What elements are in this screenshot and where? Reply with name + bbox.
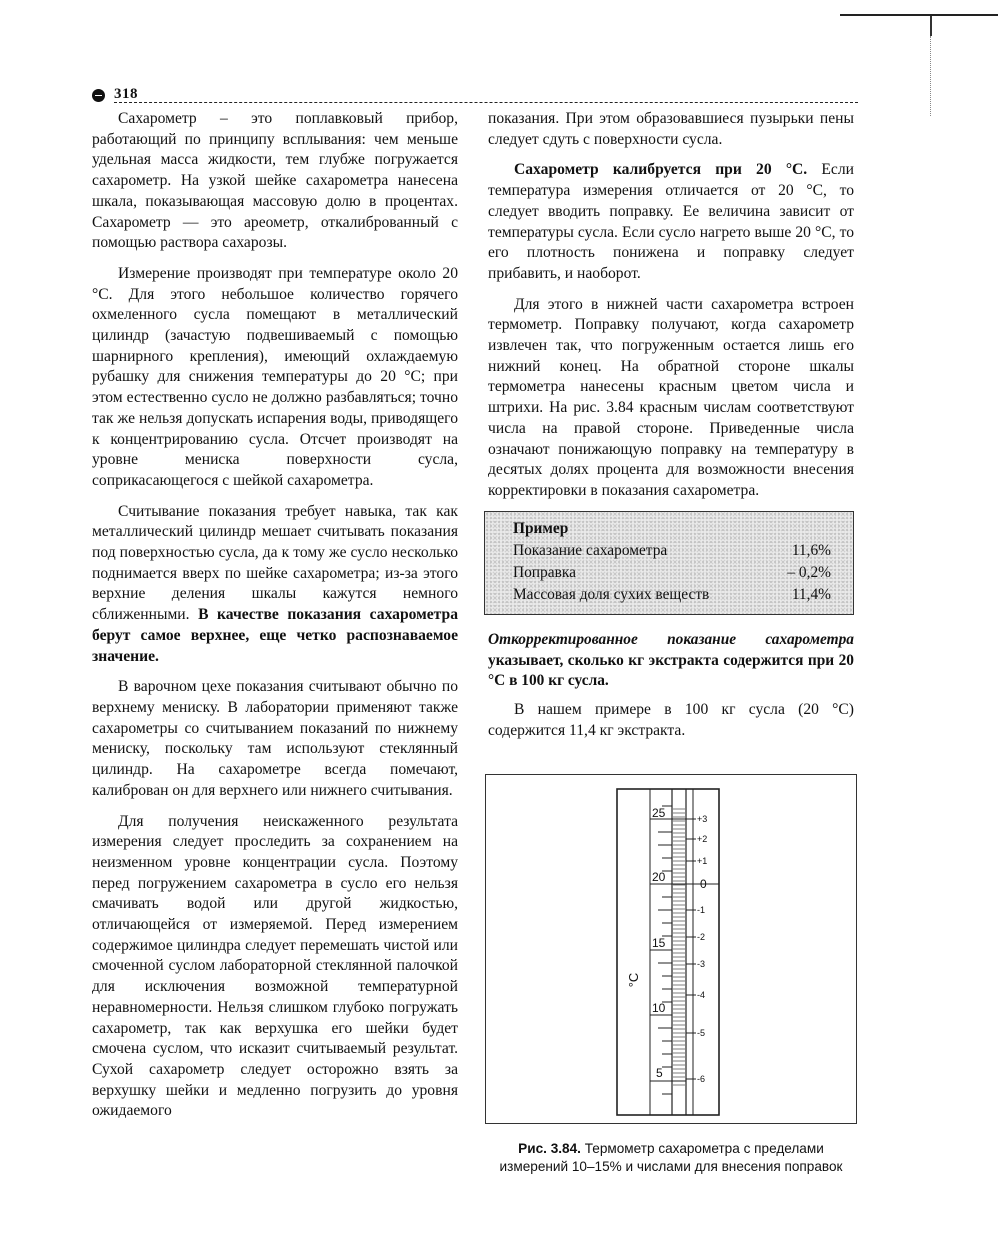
figure-frame <box>485 774 857 1124</box>
left-column <box>92 109 458 1122</box>
paragraph-measurement: Измерение производят при температуре около 20 °С. Для этого небольшое количество горячего охмеленного сусла помещают в металлический цилиндр (зачастую подвешиваемый с помощью шарнирного крепления), имеющий охлаждаемую рубашку для снижения температуры до 20 °С; при этом естественно сусло не должно разбавляться; точно так же нельзя допускать испарения воды, приводящего к концентрированию сусла. Отсчет производят на уровне мениска поверхности сусла, соприкасающегося с шейкой сахарометра. <box>92 264 458 489</box>
paragraph-continuation: показания. При этом образовавшиеся пузырьки пены следует сдуть с поверхности сусла. <box>488 110 854 148</box>
correction-label: -6 <box>697 1074 706 1084</box>
example-box <box>484 511 854 615</box>
thermometer-scale-illustration <box>486 775 856 1123</box>
paragraph-meniscus: В варочном цехе показания считывают обычно по верхнему мениску. В лаборатории применяют также сахарометры со считыванием показаний по нижнему мениску, поскольку там используют стеклянный цилиндр. На сахарометре всегда помечают, калиброван он для верхнего или нижнего считывания. <box>92 678 458 799</box>
example-title: Пример <box>513 520 569 537</box>
paragraph-procedure: Для получения неискаженного результата измерения следует проследить за сохранением на неизменном уровне концентрации сусла. Поэтому перед погружением сахарометра в сусло его нельзя смачивать водой или другой жидкостью, отличающейся от измеряемой. Перед измерением содержимое цилиндра следует перемешать чистой или смоченной суслом лабораторной стеклянной палочкой для исключения возможной температурной неравномерности. Нельзя слишком глубоко погружать сахарометр, так как верхушка его шейки будет смочена суслом, что исказит считываемый результат. Сухой сахарометр следует осторожно взять за верхушку шейки и медленно погрузить до уровня ожидаемого <box>92 812 458 1120</box>
scan-edge-mark <box>930 16 932 36</box>
caption-text: Термометр сахарометра с пределами измерений 10–15% и числами для внесения поправок <box>499 1141 843 1174</box>
scan-edge-line <box>840 14 998 16</box>
figure-caption <box>488 1140 854 1176</box>
example-row-value: 11,4% <box>791 586 831 603</box>
example-row-label: Показание сахарометра <box>513 542 668 559</box>
example-row-label: Массовая доля сухих веществ <box>513 586 710 603</box>
example-row-label: Поправка <box>513 564 576 581</box>
correction-label: -5 <box>697 1028 706 1038</box>
example-row <box>513 584 831 606</box>
unit-label: °C <box>626 972 641 988</box>
correction-label: +2 <box>697 834 708 844</box>
calibration-emphasis: Сахарометр калибруется при 20 °С. <box>514 161 808 179</box>
paragraph-reading <box>92 502 458 668</box>
correction-label: -3 <box>697 959 706 969</box>
example-result <box>488 700 854 741</box>
correction-label: -1 <box>697 905 706 915</box>
correction-label: +1 <box>697 856 708 866</box>
reading-text: Считывание показания требует навыка, так как металлический цилиндр мешает считывать показания под поверхностью сусла, да к тому же сусло несколько поднимается вверх по шейке сахарометра; из-за этого верхние деления шкалы кажутся немного сближенными. <box>92 502 458 624</box>
temp-label: 20 <box>652 870 666 884</box>
temp-label: 15 <box>652 936 666 950</box>
key-statement-bold: указывает, сколько кг экстракта содержится при 20 °С в 100 кг сусла. <box>488 651 854 690</box>
paragraph-definition: Сахарометр – это поплавковый прибор, работающий по принципу всплывания: чем меньше удельная масса жидкости, тем глубже погружается сахарометр. На узкой шейке сахарометра нанесена шкала, показывающая массовую долю в процентах. Сахарометр — это ареометр, откалиброванный с помощью раствора сахарозы. <box>92 110 458 252</box>
temp-label: 5 <box>656 1066 663 1080</box>
example-result-text: В нашем примере в 100 кг сусла (20 °С) содержится 11,4 кг экстракта. <box>488 701 854 739</box>
example-row <box>513 540 831 562</box>
example-row <box>513 562 831 584</box>
calibration-text: Если температура измерения отличается от 20 °С, то следует вводить поправку. Ее величина зависит от температуры сусла. Если сусло нагрето выше 20 °С, то его плотность понижена и поправку следует прибавить, и наоборот. <box>488 161 854 282</box>
key-statement-italic: Откорректированное показание сахарометра <box>488 631 854 648</box>
temp-label: 25 <box>652 806 666 820</box>
example-row-value: 11,6% <box>791 542 831 559</box>
temp-label: 10 <box>652 1001 666 1015</box>
reading-emphasis: В качестве показания сахарометра берут самое верхнее, еще четко распознаваемое значение. <box>92 606 458 665</box>
caption-label: Рис. 3.84. <box>518 1141 581 1156</box>
page-number: 318 <box>114 86 138 102</box>
correction-label: 0 <box>700 877 707 891</box>
paragraph-calibration <box>488 160 854 284</box>
right-column <box>488 109 854 502</box>
correction-label: -2 <box>697 932 706 942</box>
running-header <box>92 86 858 104</box>
scan-edge-dots <box>930 36 932 116</box>
correction-label: +3 <box>697 814 708 824</box>
example-row-value: – 0,2% <box>787 564 831 581</box>
key-statement <box>488 630 854 692</box>
header-rule <box>114 102 858 103</box>
correction-label: -4 <box>697 990 706 1000</box>
paragraph-thermometer: Для этого в нижней части сахарометра встроен термометр. Поправку получают, когда сахарометр извлечен так, что погруженным остается лишь его нижний конец. На обратной стороне шкалы термометра нанесены красным цветом числа и штрихи. На рис. 3.84 красным числам соответствуют числа на правой стороне. Приведенные числа означают понижающую поправку на температуру в десятых долях процента для возможности внесения корректировки в показания сахарометра. <box>488 295 854 499</box>
chapter-bullet-icon <box>92 89 105 102</box>
